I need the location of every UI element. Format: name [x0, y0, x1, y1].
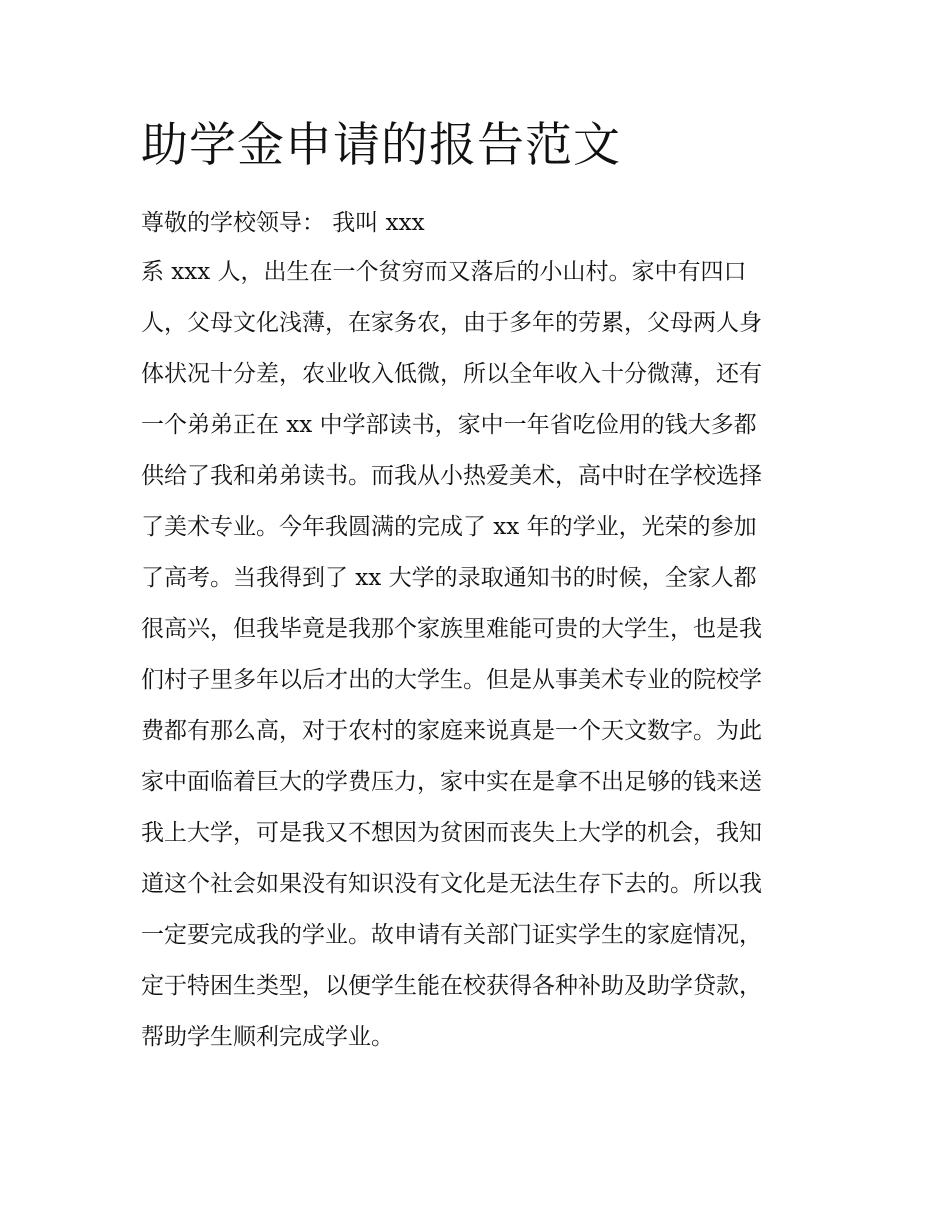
body-line: 很高兴，但我毕竟是我那个家族里难能可贵的大学生，也是我: [141, 616, 762, 642]
body-line: 定于特困生类型，以便学生能在校获得各种补助及助学贷款，: [141, 973, 762, 999]
document-title: 助学金申请的报告范文: [141, 118, 621, 173]
body-line: 帮助学生顺利完成学业。: [141, 1024, 394, 1050]
body-line: 供给了我和弟弟读书。而我从小热爱美术，高中时在学校选择: [141, 463, 762, 489]
body-line: 了美术专业。今年我圆满的完成了 xx 年的学业，光荣的参加: [141, 514, 757, 540]
body-line: 体状况十分差，农业收入低微，所以全年收入十分微薄，还有: [141, 361, 762, 387]
body-line: 一个弟弟正在 xx 中学部读书，家中一年省吃俭用的钱大多都: [141, 412, 757, 438]
salutation-line: 尊敬的学校领导： 我叫 xxx: [141, 210, 425, 236]
body-line: 道这个社会如果没有知识没有文化是无法生存下去的。所以我: [141, 871, 762, 897]
body-line: 人，父母文化浅薄，在家务农，由于多年的劳累，父母两人身: [141, 310, 762, 336]
body-line: 家中面临着巨大的学费压力，家中实在是拿不出足够的钱来送: [141, 769, 762, 795]
body-line: 费都有那么高，对于农村的家庭来说真是一个天文数字。为此: [141, 718, 762, 744]
body-line: 我上大学，可是我又不想因为贫困而丧失上大学的机会，我知: [141, 820, 762, 846]
body-line: 一定要完成我的学业。故申请有关部门证实学生的家庭情况，: [141, 922, 762, 948]
body-line: 系 xxx 人，出生在一个贫穷而又落后的小山村。家中有四口: [141, 259, 747, 285]
body-line: 们村子里多年以后才出的大学生。但是从事美术专业的院校学: [141, 667, 762, 693]
body-line: 了高考。当我得到了 xx 大学的录取通知书的时候，全家人都: [141, 565, 757, 591]
body-text: [141, 255, 821, 1071]
